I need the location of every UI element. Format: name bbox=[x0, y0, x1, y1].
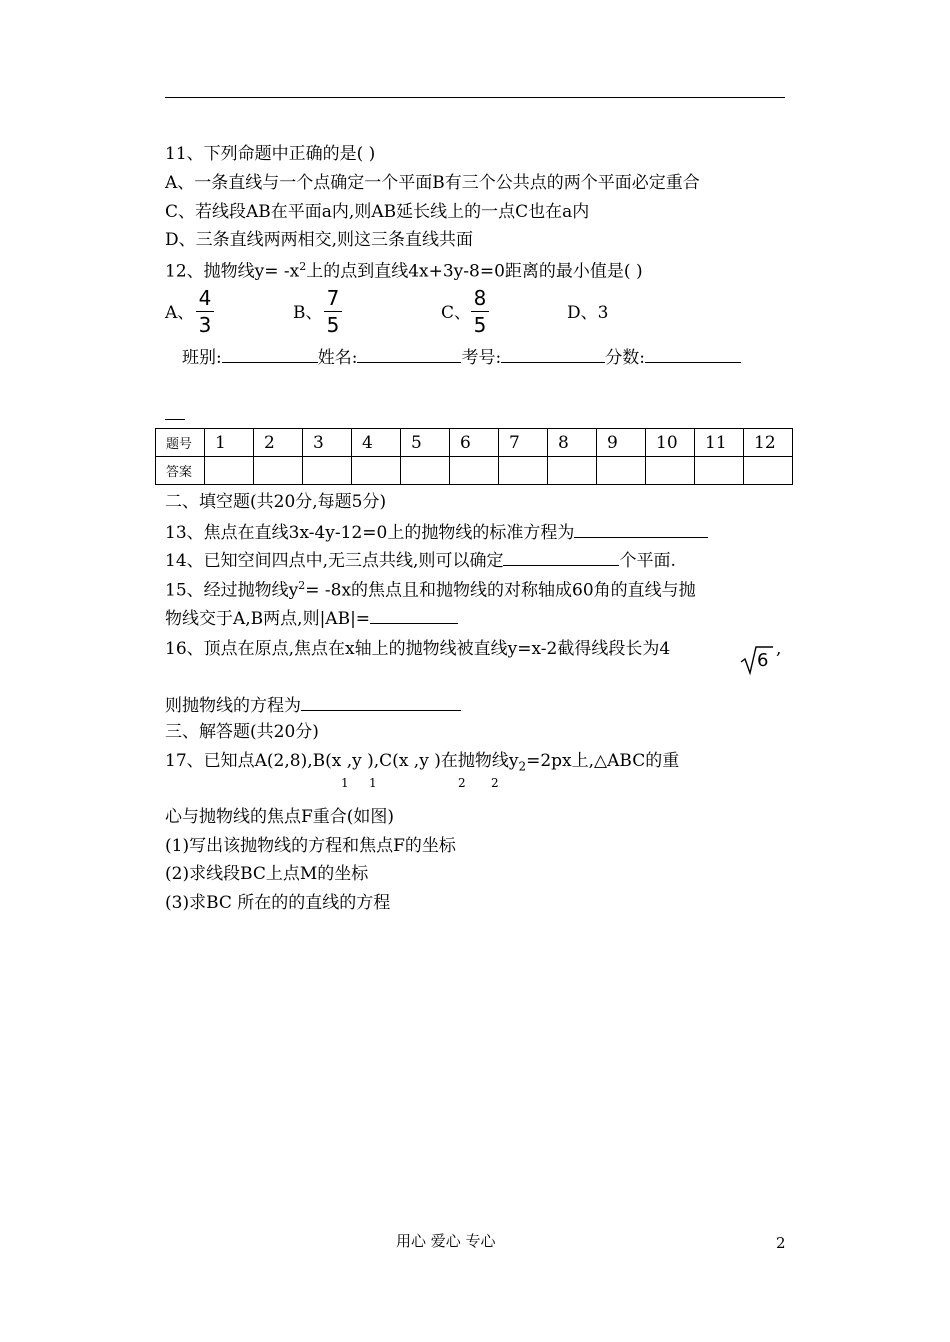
table-row-numbers bbox=[156, 429, 793, 457]
section-2-heading: 二、填空题(共20分,每题5分) bbox=[165, 492, 387, 512]
table-cell-number: 3 bbox=[303, 429, 352, 457]
answer-cell[interactable] bbox=[450, 457, 499, 485]
table-row-answers bbox=[156, 457, 793, 485]
section-3-heading: 三、解答题(共20分) bbox=[165, 722, 319, 742]
q12-option-c-label: C、 bbox=[441, 303, 472, 323]
table-cell-number: 8 bbox=[548, 429, 597, 457]
q12-option-b-fraction bbox=[324, 288, 342, 335]
table-cell-number: 6 bbox=[450, 429, 499, 457]
q13 bbox=[165, 523, 708, 542]
q16-line2-text: 则抛物线的方程为 bbox=[165, 696, 301, 716]
q12-option-a-label: A、 bbox=[165, 303, 195, 323]
radicand: 6 bbox=[757, 650, 769, 671]
name-blank[interactable] bbox=[357, 348, 461, 363]
q11-option-c: C、若线段AB在平面a内,则AB延长线上的一点C也在a内 bbox=[165, 202, 590, 222]
footer-motto: 用心 爱心 专心 bbox=[396, 1232, 496, 1250]
q12-stem-sup: 2 bbox=[299, 260, 307, 273]
q17-line2: 心与抛物线的焦点F重合(如图) bbox=[165, 807, 395, 827]
table-cell-number: 5 bbox=[401, 429, 450, 457]
q14-blank[interactable] bbox=[503, 551, 619, 566]
name-label: 姓名: bbox=[317, 348, 358, 368]
table-cell-number: 7 bbox=[499, 429, 548, 457]
fraction-numerator: 7 bbox=[326, 286, 340, 310]
number-label: 考号: bbox=[461, 348, 502, 368]
table-cell-number: 10 bbox=[646, 429, 695, 457]
answer-cell[interactable] bbox=[254, 457, 303, 485]
table-cell-number: 12 bbox=[744, 429, 793, 457]
q12-option-d: D、3 bbox=[567, 303, 609, 323]
number-blank[interactable] bbox=[501, 348, 605, 363]
q15-prefix: 15、经过抛物线y bbox=[165, 580, 299, 601]
table-cell-number: 9 bbox=[597, 429, 646, 457]
q16-blank[interactable] bbox=[301, 696, 461, 711]
q11-option-a: A、一条直线与一个点确定一个平面B有三个公共点的两个平面必定重合 bbox=[165, 173, 700, 193]
fraction-numerator: 8 bbox=[473, 286, 487, 310]
q16-line1: 16、顶点在原点,焦点在x轴上的抛物线被直线y=x-2截得线段长为4 bbox=[165, 639, 671, 659]
answer-cell[interactable] bbox=[401, 457, 450, 485]
q15-blank[interactable] bbox=[370, 609, 458, 624]
q12-stem bbox=[165, 261, 643, 281]
answer-cell[interactable] bbox=[744, 457, 793, 485]
class-label: 班别: bbox=[182, 348, 222, 368]
q12-stem-prefix: 12、抛物线y= -x bbox=[165, 261, 300, 282]
q13-text: 13、焦点在直线3x-4y-12=0上的抛物线的标准方程为 bbox=[165, 523, 575, 543]
answer-cell[interactable] bbox=[205, 457, 254, 485]
class-blank[interactable] bbox=[222, 348, 318, 363]
q17-line1 bbox=[165, 753, 679, 772]
answer-cell[interactable] bbox=[352, 457, 401, 485]
fraction-denominator: 3 bbox=[198, 313, 212, 337]
q12-option-b-label: B、 bbox=[293, 303, 323, 323]
answer-cell[interactable] bbox=[597, 457, 646, 485]
table-cell-number: 11 bbox=[695, 429, 744, 457]
table-cell-number: 2 bbox=[254, 429, 303, 457]
table-head-number: 题号 bbox=[156, 429, 205, 457]
q15-sup: 2 bbox=[298, 579, 306, 592]
q16-line2 bbox=[165, 696, 461, 715]
answer-cell[interactable] bbox=[548, 457, 597, 485]
answer-cell[interactable] bbox=[303, 457, 352, 485]
table-head-answer: 答案 bbox=[156, 457, 205, 485]
q12-option-a-fraction bbox=[196, 288, 214, 335]
q17-sub-y: 2 bbox=[518, 759, 527, 774]
table-cell-number: 1 bbox=[205, 429, 254, 457]
q15-line1 bbox=[165, 580, 696, 600]
subscript-b-x: 1 bbox=[341, 776, 349, 790]
q17-line1-text: 17、已知点A(2,8),B(x ,y ),C(x ,y )在抛物线y bbox=[165, 751, 519, 771]
answer-table bbox=[155, 428, 793, 485]
fraction-denominator: 5 bbox=[473, 313, 487, 337]
q12-option-c-fraction bbox=[471, 288, 489, 335]
subscript-c-x: 2 bbox=[458, 776, 466, 790]
fraction-denominator: 5 bbox=[326, 313, 340, 337]
q12-stem-suffix: 上的点到直线4x+3y-8=0距离的最小值是( ) bbox=[306, 261, 643, 282]
fraction-numerator: 4 bbox=[198, 286, 212, 310]
subscript-c-y: 2 bbox=[491, 776, 499, 790]
q17-part3: (3)求BC 所在的的直线的方程 bbox=[165, 893, 391, 913]
answer-cell[interactable] bbox=[646, 457, 695, 485]
q14-prefix: 14、已知空间四点中,无三点共线,则可以确定 bbox=[165, 551, 504, 571]
q14 bbox=[165, 551, 676, 570]
sqrt-6 bbox=[740, 645, 774, 680]
score-label: 分数: bbox=[605, 348, 645, 368]
q14-suffix: 个平面. bbox=[619, 551, 676, 571]
info-wrap-underline bbox=[165, 419, 185, 420]
q11-option-d: D、三条直线两两相交,则这三条直线共面 bbox=[165, 230, 474, 250]
student-info-line bbox=[182, 348, 741, 367]
q17-part2: (2)求线段BC上点M的坐标 bbox=[165, 864, 369, 884]
q15-line2 bbox=[165, 609, 458, 628]
q15-line2-text: 物线交于A,B两点,则|AB|= bbox=[165, 609, 371, 629]
q16-comma: , bbox=[776, 639, 782, 659]
page-number: 2 bbox=[776, 1234, 786, 1252]
score-blank[interactable] bbox=[645, 348, 741, 363]
q17-line1-end: =2px上,△ABC的重 bbox=[526, 751, 680, 771]
subscript-b-y: 1 bbox=[369, 776, 377, 790]
q11-stem: 11、下列命题中正确的是( ) bbox=[165, 144, 376, 164]
header-rule bbox=[165, 97, 785, 98]
answer-cell[interactable] bbox=[499, 457, 548, 485]
answer-cell[interactable] bbox=[695, 457, 744, 485]
table-cell-number: 4 bbox=[352, 429, 401, 457]
q17-part1: (1)写出该抛物线的方程和焦点F的坐标 bbox=[165, 836, 456, 856]
q13-blank[interactable] bbox=[574, 523, 708, 538]
q15-suffix: = -8x的焦点且和抛物线的对称轴成60角的直线与抛 bbox=[305, 580, 696, 601]
